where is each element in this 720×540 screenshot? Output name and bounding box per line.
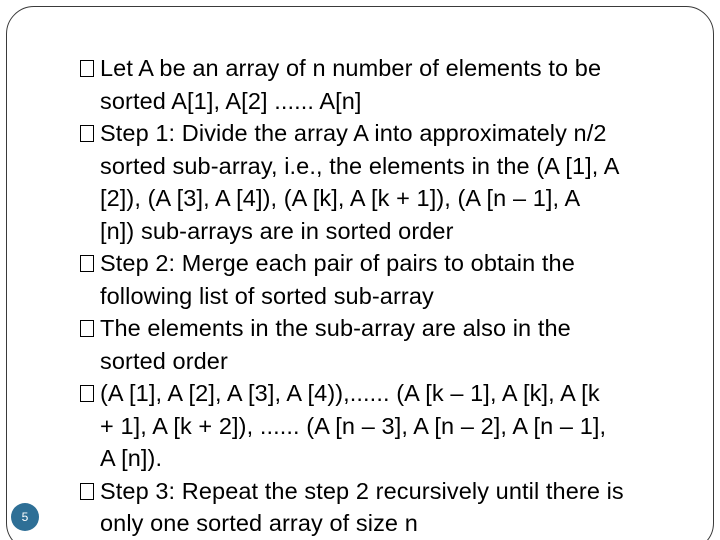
bullet-item bbox=[78, 312, 698, 377]
bullet-box-icon bbox=[80, 60, 94, 77]
bullet-item bbox=[78, 475, 698, 540]
bullet-box-icon bbox=[80, 255, 94, 272]
bullet-item bbox=[78, 377, 698, 475]
bullet-box-icon bbox=[80, 483, 94, 500]
bullet-item bbox=[78, 52, 698, 117]
bullet-box-icon bbox=[80, 320, 94, 337]
bullet-box-icon bbox=[80, 385, 94, 402]
page-number-badge: 5 bbox=[11, 503, 39, 531]
bullet-item bbox=[78, 117, 698, 247]
bullet-text: The elements in the sub-array are also in the sorted order bbox=[100, 315, 571, 374]
bullet-item bbox=[78, 247, 698, 312]
bullet-text: Step 3: Repeat the step 2 recursively until there is only one sorted array of size n bbox=[100, 477, 624, 536]
bullet-text: Let A be an array of n number of elements to be sorted A[1], A[2] ...... A[n] bbox=[100, 55, 602, 114]
bullet-text: Step 1: Divide the array A into approximately n/2 sorted sub-array, i.e., the elements in the (A [1], A [2]), (A [3], A [4]), (A [k], A [k + 1]), (A [n – 1], A [n]) sub-arrays are in sorted order bbox=[100, 120, 620, 244]
bullet-text: (A [1], A [2], A [3], A [4)),...... (A [k – 1], A [k], A [k + 1], A [k + 2]), ...... (A [n – 3], A [n – 2], A [n – 1], A [n]). bbox=[100, 380, 607, 471]
bullet-list bbox=[78, 52, 698, 540]
bullet-text: Step 2: Merge each pair of pairs to obtain the following list of sorted sub-array bbox=[100, 250, 575, 309]
bullet-box-icon bbox=[80, 125, 94, 142]
